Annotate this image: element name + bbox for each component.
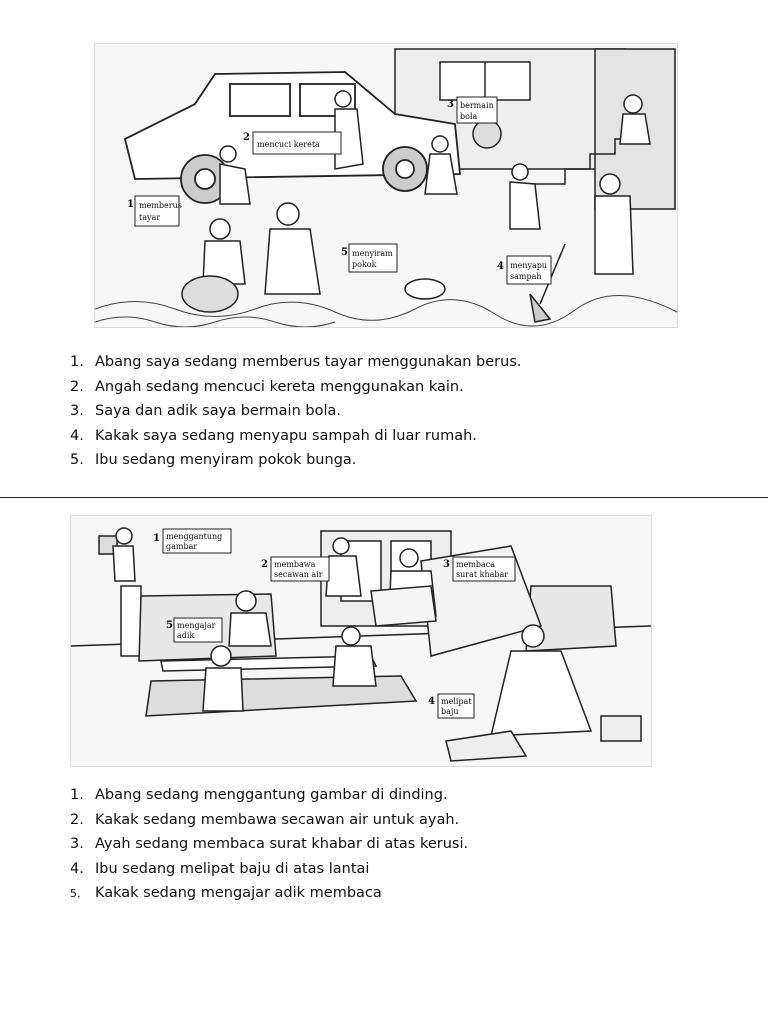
list-item [70,832,468,857]
item-number: 4. [70,427,84,444]
label-melipat-baju [428,694,474,718]
item-number: 5. [70,452,84,468]
list-item [70,857,468,882]
svg-text:adik: adik [177,631,195,640]
item-text: Abang sedang menggantung gambar di dinding. [95,787,448,803]
svg-text:1: 1 [127,199,134,210]
list-item [70,448,522,473]
label-membaca-surat-khabar [443,557,515,581]
item-number: 2. [70,811,84,828]
scene1-sentence-list [70,350,522,473]
svg-text:membaca: membaca [456,560,496,569]
svg-text:surat khabar: surat khabar [456,570,509,579]
item-text: Ibu sedang melipat baju di atas lantai [95,860,370,877]
svg-text:sampah: sampah [510,272,542,281]
label-menyapu-sampah [497,256,551,284]
svg-text:3: 3 [447,99,454,110]
label-mengajar-adik [166,618,222,642]
list-item [70,881,468,907]
scene1-illustration [94,43,678,328]
svg-text:menyapu: menyapu [510,261,548,270]
item-text: Abang saya sedang memberus tayar menggunakan berus. [95,354,522,370]
label-menggantung-gambar [153,529,231,553]
item-text: Kakak sedang mengajar adik membaca [95,885,382,901]
svg-text:menggantung: menggantung [166,532,223,541]
item-number: 1. [70,787,84,803]
list-item [70,399,522,424]
svg-text:3: 3 [443,559,450,570]
item-text: Kakak sedang membawa secawan air untuk ayah. [95,811,460,828]
svg-text:2: 2 [261,559,268,570]
list-item [70,424,522,449]
item-number: 3. [70,836,84,852]
label-mencuci-kereta [243,132,341,154]
label-menyiram-pokok [341,244,397,272]
svg-text:membawa: membawa [274,560,316,569]
item-text: Angah sedang mencuci kereta menggunakan kain. [95,378,464,395]
list-item [70,350,522,375]
scene2-drawing [71,516,651,766]
svg-text:2: 2 [243,132,250,143]
label-membawa-secawan-air [261,557,329,581]
svg-text:5: 5 [166,620,173,631]
svg-text:4: 4 [428,696,435,707]
label-memberus-tayar [127,196,182,226]
item-number: 5. [70,887,81,900]
svg-text:tayar: tayar [139,213,161,222]
svg-text:bermain: bermain [460,101,494,110]
list-item [70,783,468,808]
svg-text:mengajar: mengajar [177,621,216,630]
svg-text:mencuci kereta: mencuci kereta [257,140,320,149]
svg-text:bola: bola [460,112,478,121]
item-text: Ibu sedang menyiram pokok bunga. [95,452,357,468]
item-text: Ayah sedang membaca surat khabar di atas kerusi. [95,836,469,852]
item-number: 3. [70,403,84,419]
section-divider [0,497,768,498]
list-item [70,808,468,833]
item-text: Saya dan adik saya bermain bola. [95,403,341,419]
svg-text:melipat: melipat [441,697,472,706]
svg-text:pokok: pokok [352,260,377,269]
item-text: Kakak saya sedang menyapu sampah di luar rumah. [95,427,477,444]
svg-text:secawan air: secawan air [274,570,323,579]
item-number: 1. [70,354,84,370]
scene2-sentence-list [70,783,468,907]
svg-text:4: 4 [497,261,504,272]
item-number: 4. [70,860,84,877]
ground-drawing [95,295,677,327]
scene1-drawing [95,44,677,327]
svg-text:baju: baju [441,707,459,716]
svg-text:gambar: gambar [166,542,198,551]
svg-text:menyiram: menyiram [352,249,393,258]
svg-text:1: 1 [153,533,160,544]
svg-text:memberus: memberus [139,201,182,210]
item-number: 2. [70,378,84,395]
svg-text:5: 5 [341,247,348,258]
scene2-illustration [70,515,652,767]
list-item [70,375,522,400]
